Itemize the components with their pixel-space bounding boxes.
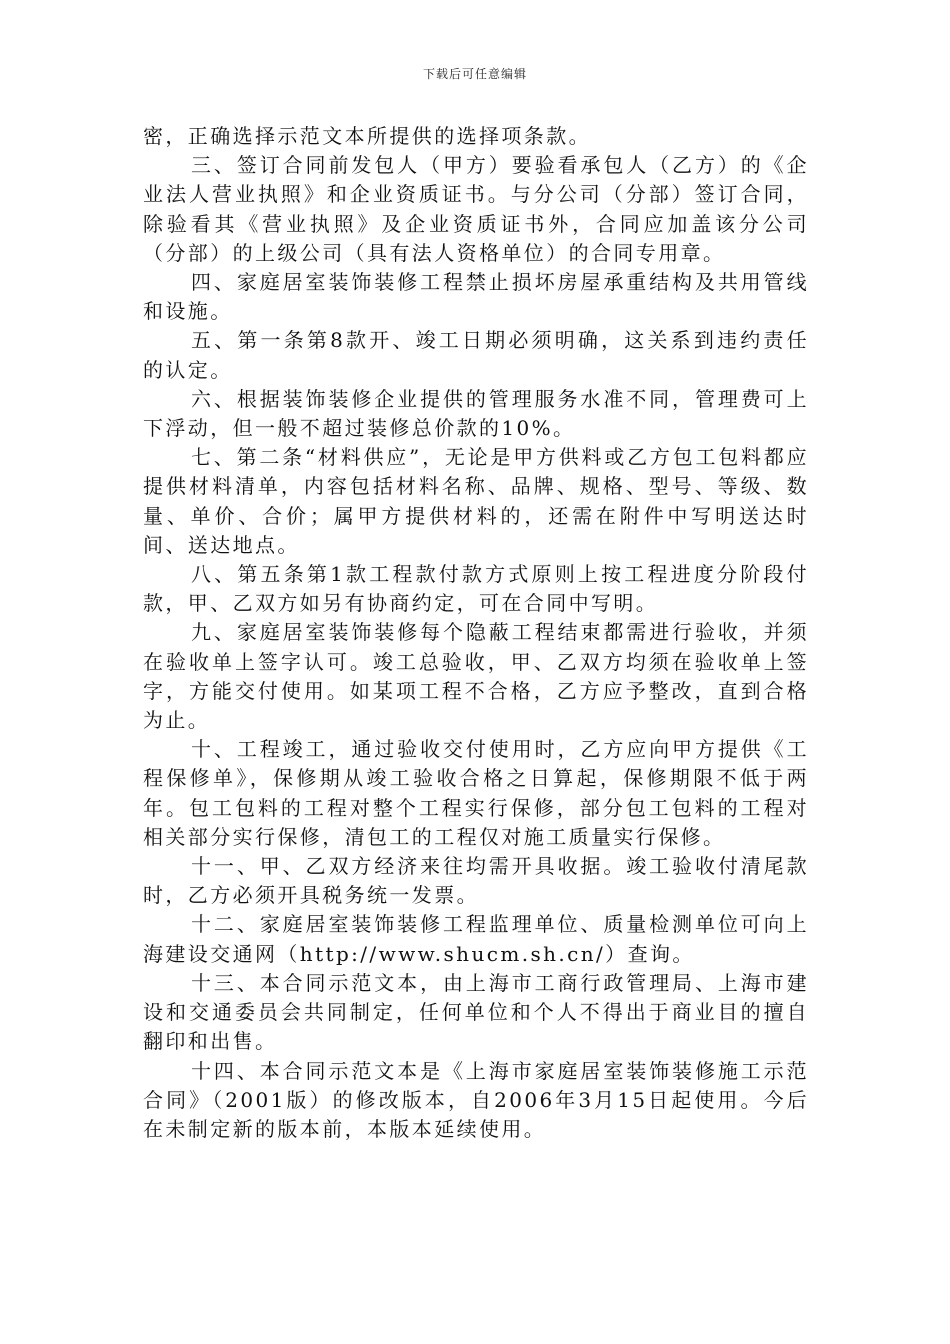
paragraph-item-3: 三、签订合同前发包人（甲方）要验看承包人（乙方）的《企业法人营业执照》和企业资质证书。与分公司（分部）签订合同，除验看其《营业执照》及企业资质证书外，合同应加盖该分公司（分部）的上级公司（具有法人资格单位）的合同专用章。: [143, 153, 809, 265]
paragraph-item-11: 十一、甲、乙双方经济来往均需开具收据。竣工验收付清尾款时，乙方必须开具税务统一发票。: [143, 854, 809, 908]
paragraph-item-7: 七、第二条“材料供应”，无论是甲方供料或乙方包工包料都应提供材料清单，内容包括材料名称、品牌、规格、型号、等级、数量、单价、合价；属甲方提供材料的，还需在附件中写明送达时间、送达地点。: [143, 445, 809, 557]
paragraph-item-14: 十四、本合同示范文本是《上海市家庭居室装饰装修施工示范合同》（2001版）的修改版本，自2006年3月15日起使用。今后在未制定新的版本前，本版本延续使用。: [143, 1058, 809, 1141]
page-header-note: 下载后可任意编辑: [422, 67, 527, 81]
paragraph-item-6: 六、根据装饰装修企业提供的管理服务水准不同，管理费可上下浮动，但一般不超过装修总价款的10%。: [143, 386, 809, 441]
paragraph-continuation: 密，正确选择示范文本所提供的选择项条款。: [143, 124, 591, 148]
paragraph-item-13: 十三、本合同示范文本，由上海市工商行政管理局、上海市建设和交通委员会共同制定，任何单位和个人不得出于商业目的擅自翻印和出售。: [143, 970, 809, 1054]
paragraph-item-12: 十二、家庭居室装饰装修工程监理单位、质量检测单位可向上海建设交通网（http://www.shucm.sh.cn/）查询。: [143, 912, 809, 966]
paragraph-item-9: 九、家庭居室装饰装修每个隐蔽工程结束都需进行验收，并须在验收单上签字认可。竣工总验收，甲、乙双方均须在验收单上签字，方能交付使用。如某项工程不合格，乙方应予整改，直到合格为止。: [143, 620, 809, 733]
paragraph-item-5: 五、第一条第8款开、竣工日期必须明确，这关系到违约责任的认定。: [143, 328, 809, 382]
document-body: [143, 122, 809, 1144]
paragraph-item-10: 十、工程竣工，通过验收交付使用时，乙方应向甲方提供《工程保修单》，保修期从竣工验收合格之日算起，保修期限不低于两年。包工包料的工程对整个工程实行保修，部分包工包料的工程对相关部分实行保修，清包工的工程仅对施工质量实行保修。: [143, 737, 809, 849]
paragraph-item-8: 八、第五条第1款工程款付款方式原则上按工程进度分阶段付款，甲、乙双方如另有协商约定，可在合同中写明。: [143, 562, 809, 616]
paragraph-item-4: 四、家庭居室装饰装修工程禁止损坏房屋承重结构及共用管线和设施。: [143, 270, 809, 324]
